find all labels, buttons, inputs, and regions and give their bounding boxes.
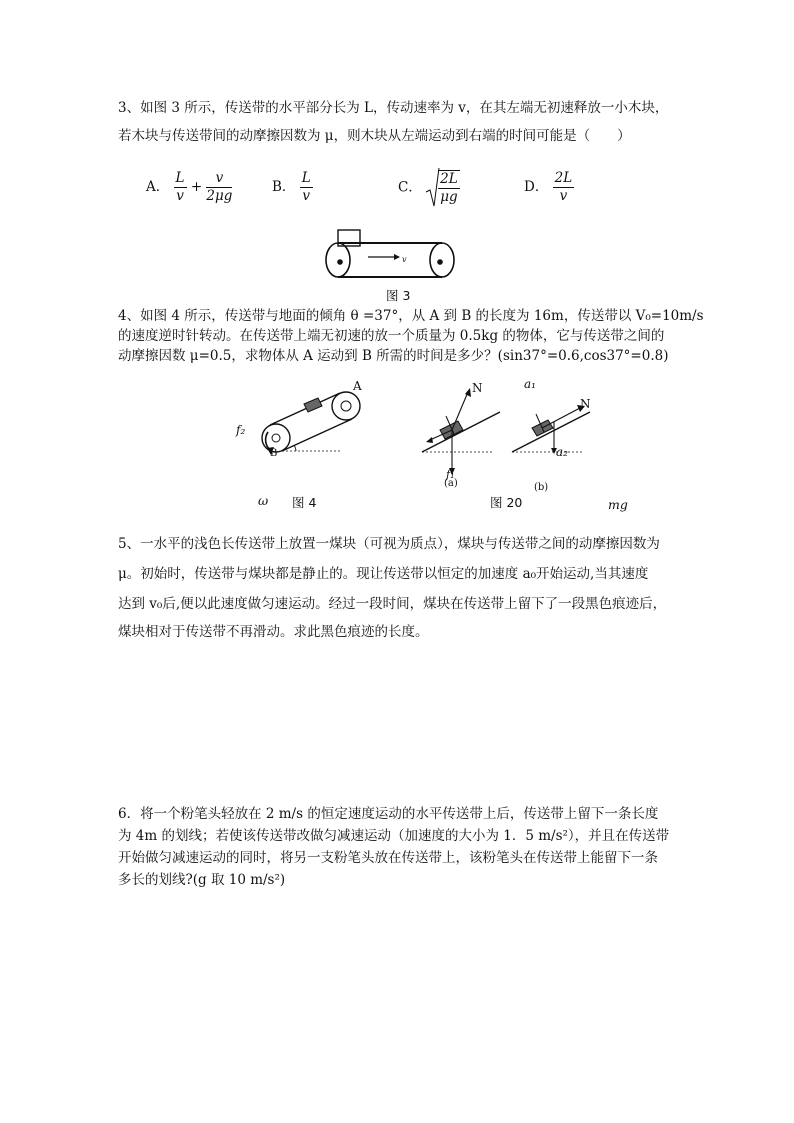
figure-4-caption: 图 4: [292, 495, 317, 510]
right-pulley-icon: [430, 243, 454, 277]
q3-line-2: 若木块与传送带间的动摩擦因数为 μ，则木块从左端运动到右端的时间可能是（ ）: [118, 128, 631, 144]
q3-line-1: 3、如图 3 所示，传送带的水平部分长为 L，传动速率为 v，在其左端无初速释放一小木块，: [118, 100, 669, 116]
svg-text:N: N: [472, 381, 483, 395]
svg-text:f₂: f₂: [236, 423, 246, 437]
q6-line-4: 多长的划线?(g 取 10 m/s²): [118, 872, 286, 888]
left-pulley-icon: [326, 243, 350, 277]
mg-label: mg: [608, 497, 628, 512]
q4-line-2: 的速度逆时针转动。在传送带上端无初速的放一个质量为 0.5kg 的物体，它与传送带之间的: [118, 328, 665, 344]
figure-20-caption: 图 20: [490, 495, 523, 510]
q5-line-2: μ。初始时，传送带与煤块都是静止的。现让传送带以恒定的加速度 a₀开始运动,当其速度: [118, 566, 649, 582]
q5-line-4: 煤块相对于传送带不再滑动。求此黑色痕迹的长度。: [118, 624, 429, 640]
svg-text:v: v: [402, 255, 407, 264]
figure-20a-forces: [416, 380, 506, 490]
q3-option-a-frac2: $\frac{v}{2\mu g}$: [206, 170, 233, 204]
q6-line-3: 开始做匀减速运动的同时，将另一支粉笔头放在传送带上，该粉笔头在传送带上能留下一条: [118, 850, 658, 866]
q3-option-a-frac1: $\frac{L}{v}$: [175, 170, 185, 204]
q6-line-1: 6．将一个粉笔头轻放在 2 m/s 的恒定速度运动的水平传送带上后，传送带上留下一条长度: [118, 806, 659, 822]
upper-pulley-icon: [332, 392, 360, 420]
svg-text:a₂: a₂: [556, 445, 568, 459]
figure-3-belt: [320, 226, 460, 282]
svg-text:B: B: [270, 448, 278, 459]
figure-4-incline: [230, 376, 380, 466]
figure-20b-forces: [506, 377, 606, 493]
q3-option-d: D． $\frac{2L}{v}$: [524, 170, 573, 204]
svg-text:(a): (a): [444, 478, 458, 489]
q6-line-2: 为 4m 的划线；若使该传送带改做匀减速运动（加速度的大小为 1．5 m/s²），并且在传送带: [118, 828, 670, 844]
figure-3-caption: 图 3: [386, 288, 411, 303]
svg-text:a₁: a₁: [524, 377, 536, 391]
block-icon: [304, 398, 322, 412]
svg-text:A: A: [353, 379, 362, 393]
svg-text:(b): (b): [534, 482, 549, 493]
sqrt-icon: $\frac{2L}{\mu g}$: [426, 170, 460, 206]
q3-option-c: C． $\frac{2L}{\mu g}$: [398, 170, 460, 206]
q5-line-1: 5、一水平的浅色长传送带上放置一煤块（可视为质点），煤块与传送带之间的动摩擦因数为: [118, 536, 660, 552]
q5-line-3: 达到 v₀后,便以此速度做匀速运动。经过一段时间，煤块在传送带上留下了一段黑色痕迹后，: [118, 596, 667, 612]
q3-option-b: B． $\frac{L}{v}$: [272, 170, 311, 204]
svg-text:N: N: [580, 397, 591, 411]
q4-line-1: 4、如图 4 所示，传送带与地面的倾角 θ =37°，从 A 到 B 的长度为 16m，传送带以 V₀=10m/s: [118, 308, 704, 324]
svg-text:f₁: f₁: [446, 468, 455, 481]
q4-line-3: 动摩擦因数 μ=0.5，求物体从 A 运动到 B 所需的时间是多少？(sin37°=0.6,cos37°=0.8): [118, 348, 669, 364]
q3-option-a: A． $\frac{L}{v}$ + $\frac{v}{2\mu g}$: [146, 170, 233, 204]
omega-label: ω: [258, 493, 269, 508]
